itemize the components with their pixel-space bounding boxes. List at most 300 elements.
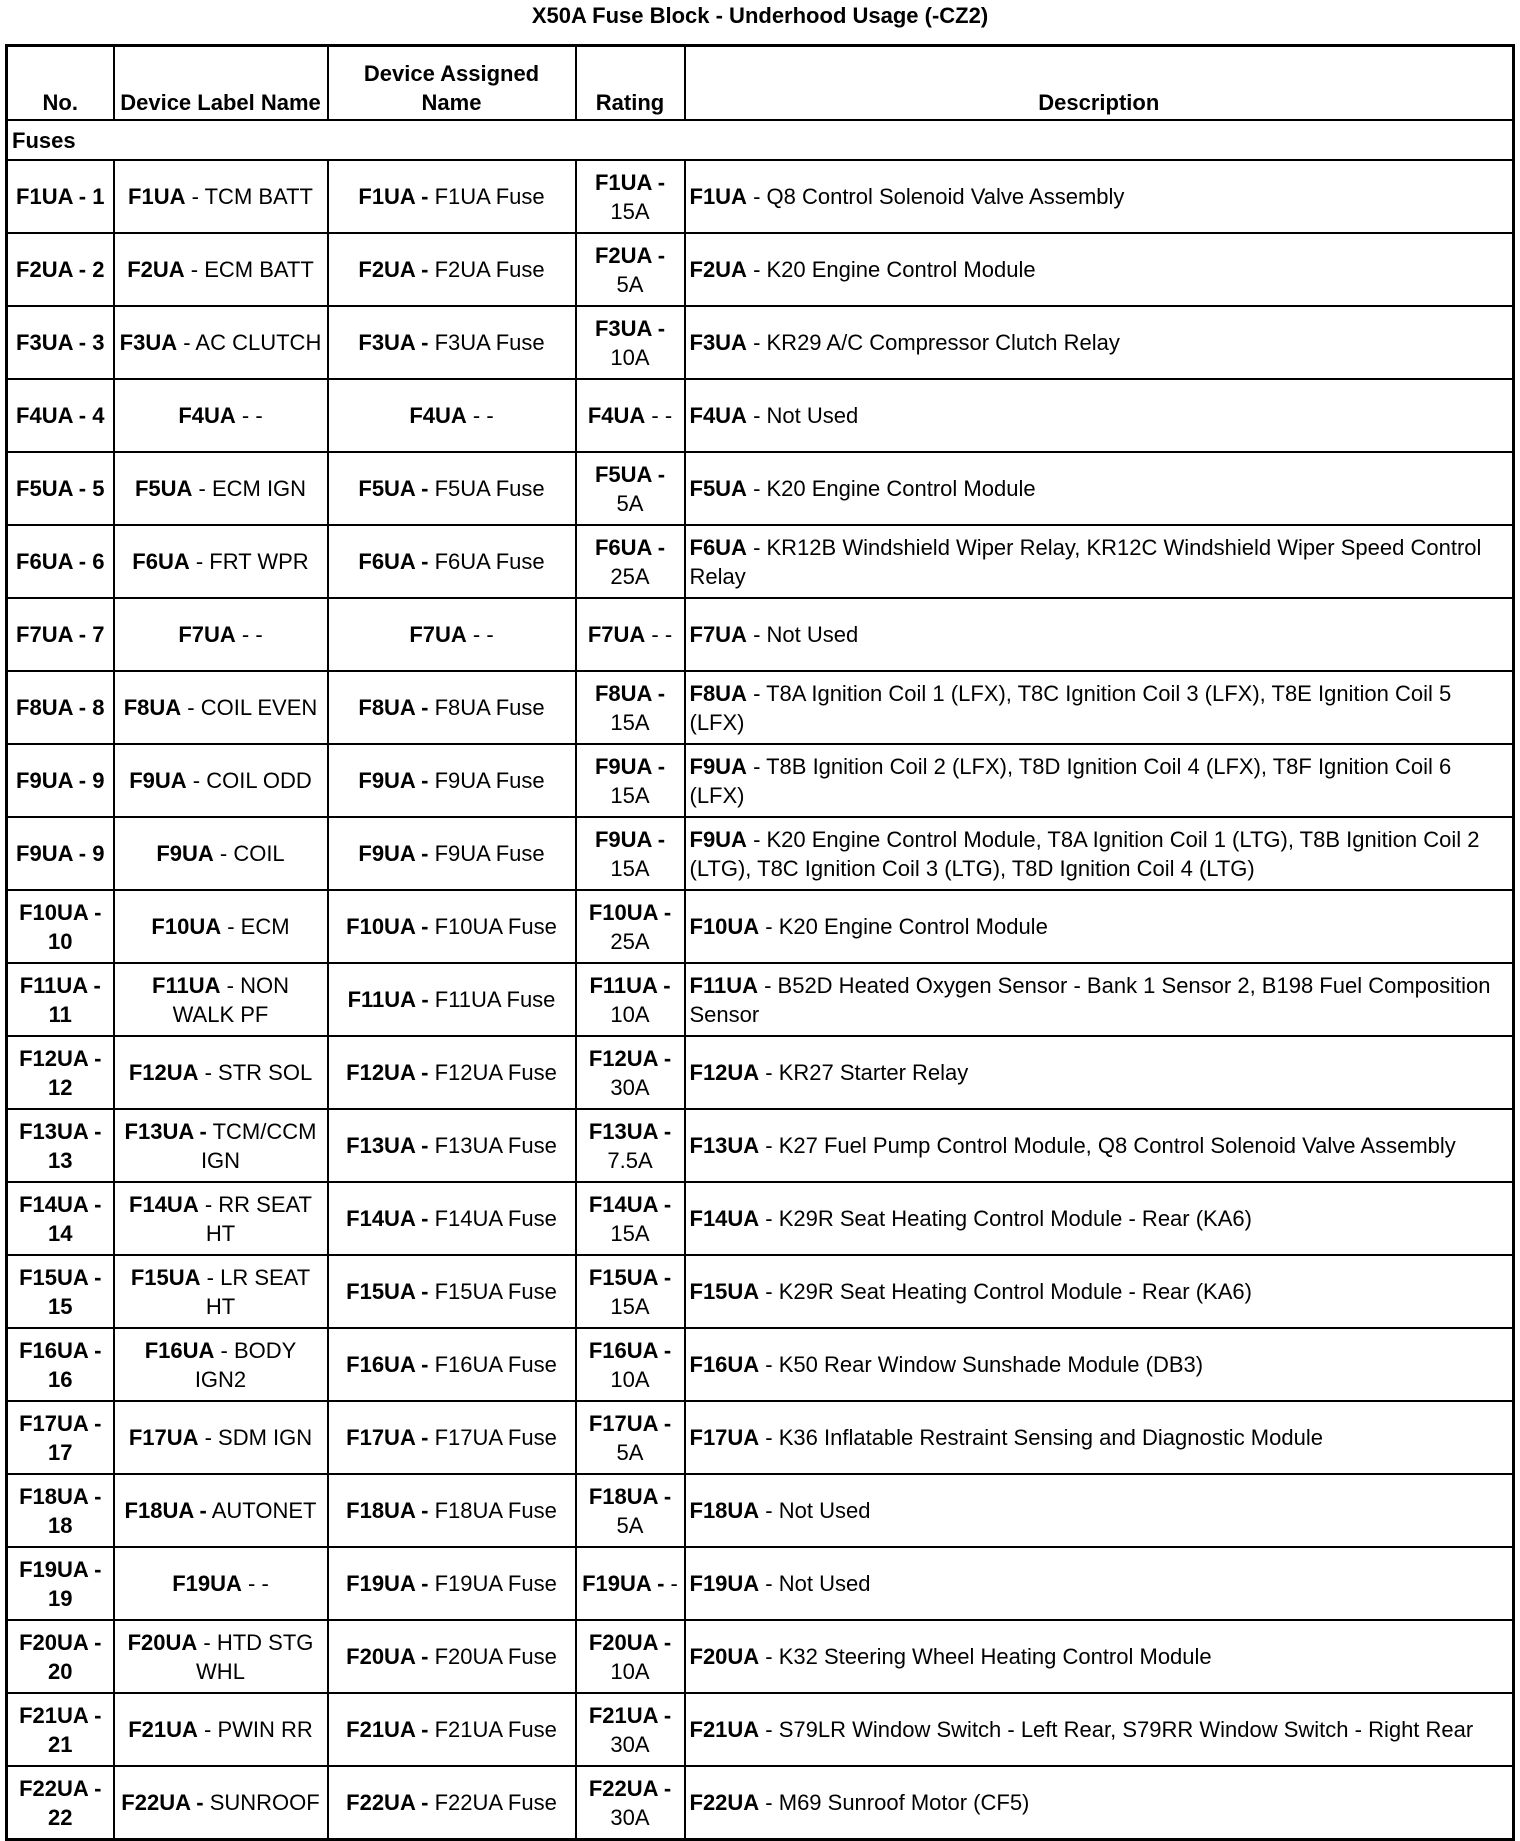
cell-assigned	[328, 963, 576, 1036]
cell-label-id: F21UA	[128, 1717, 198, 1742]
cell-description-text: - Not Used	[746, 622, 859, 647]
cell-rating-text: 10A	[610, 1658, 650, 1684]
header-rating: Rating	[576, 46, 685, 121]
cell-description-id: F21UA	[689, 1717, 760, 1742]
cell-rating-text: 15A	[610, 855, 650, 881]
cell-description-id: F5UA	[689, 476, 747, 501]
cell-assigned	[328, 1401, 576, 1474]
cell-assigned	[328, 525, 576, 598]
cell-no: F9UA - 9	[7, 744, 114, 817]
section-row	[7, 120, 1514, 160]
cell-assigned-text: F12UA Fuse	[428, 1060, 557, 1085]
cell-description-text: - KR12B Windshield Wiper Relay, KR12C Windshield Wiper Speed Control Relay	[689, 534, 1482, 589]
table-row	[7, 1255, 1514, 1328]
cell-description	[685, 1109, 1514, 1182]
table-row	[7, 379, 1514, 452]
cell-description	[685, 379, 1514, 452]
cell-rating-text: 30A	[610, 1074, 650, 1100]
cell-label	[114, 817, 328, 890]
cell-assigned	[328, 379, 576, 452]
cell-assigned-id: F5UA -	[358, 476, 429, 501]
cell-no: F4UA - 4	[7, 379, 114, 452]
cell-assigned	[328, 1255, 576, 1328]
cell-label-text: TCM/CCM IGN	[200, 1118, 317, 1173]
cell-description-id: F18UA	[689, 1498, 760, 1523]
cell-label-text: - FRT WPR	[189, 549, 309, 574]
cell-label	[114, 1620, 328, 1693]
cell-label-text: - TCM BATT	[185, 184, 313, 209]
cell-description	[685, 1547, 1514, 1620]
page-title: X50A Fuse Block - Underhood Usage (-CZ2)	[531, 3, 989, 28]
cell-description-id: F15UA	[689, 1279, 760, 1304]
cell-rating-text: 25A	[610, 563, 650, 589]
cell-rating-id: F10UA -	[588, 899, 672, 925]
cell-rating	[576, 525, 685, 598]
cell-label-id: F20UA	[127, 1629, 198, 1655]
cell-label-id: F8UA	[123, 695, 182, 720]
cell-rating	[576, 306, 685, 379]
cell-rating-id: F11UA -	[589, 972, 671, 998]
cell-rating-id: F19UA -	[582, 1571, 665, 1596]
cell-description-text: - K27 Fuel Pump Control Module, Q8 Control Solenoid Valve Assembly	[759, 1133, 1456, 1158]
table-row	[7, 890, 1514, 963]
cell-description-text: - K20 Engine Control Module	[759, 914, 1048, 939]
cell-description-id: F12UA	[689, 1060, 760, 1085]
cell-description-text: - Not Used	[759, 1498, 871, 1523]
cell-rating-id: F2UA -	[594, 242, 666, 268]
cell-rating	[576, 963, 685, 1036]
cell-assigned-id: F17UA -	[346, 1425, 429, 1450]
cell-rating	[576, 233, 685, 306]
cell-rating	[576, 1474, 685, 1547]
cell-rating	[576, 1620, 685, 1693]
cell-label-id: F1UA	[128, 184, 186, 209]
cell-rating	[576, 890, 685, 963]
table-row	[7, 1474, 1514, 1547]
cell-description-id: F11UA	[689, 972, 758, 998]
cell-label	[114, 1547, 328, 1620]
cell-assigned-text: - -	[466, 403, 494, 428]
cell-label	[114, 160, 328, 233]
cell-label-id: F4UA	[178, 403, 236, 428]
cell-assigned	[328, 306, 576, 379]
cell-description-id: F3UA	[689, 330, 747, 355]
cell-rating-id: F16UA -	[588, 1337, 672, 1363]
cell-description-id: F2UA	[689, 257, 747, 282]
cell-label-id: F10UA	[151, 914, 222, 939]
cell-assigned	[328, 744, 576, 817]
cell-rating	[576, 379, 685, 452]
cell-assigned-id: F18UA -	[346, 1498, 429, 1523]
cell-label-id: F9UA	[129, 768, 187, 793]
cell-description-id: F1UA	[689, 184, 747, 209]
cell-assigned-text: F6UA Fuse	[428, 549, 545, 574]
cell-rating-id: F7UA	[587, 622, 646, 647]
cell-label	[114, 525, 328, 598]
table-row	[7, 1766, 1514, 1840]
cell-assigned-text: F21UA Fuse	[428, 1717, 557, 1742]
cell-label	[114, 1036, 328, 1109]
cell-label-id: F7UA	[178, 622, 236, 647]
cell-label-text: - ECM BATT	[184, 257, 314, 282]
table-row	[7, 1693, 1514, 1766]
cell-rating-id: F14UA -	[588, 1191, 672, 1217]
cell-no: F8UA - 8	[7, 671, 114, 744]
cell-description-id: F19UA	[689, 1571, 760, 1596]
fuse-table	[5, 44, 1515, 1841]
cell-assigned-id: F20UA -	[346, 1644, 429, 1669]
cell-rating-id: F18UA -	[588, 1483, 672, 1509]
cell-label	[114, 1693, 328, 1766]
cell-label	[114, 963, 328, 1036]
cell-description	[685, 160, 1514, 233]
table-row	[7, 1620, 1514, 1693]
cell-assigned-id: F10UA -	[346, 914, 429, 939]
cell-description-text: - K20 Engine Control Module	[746, 257, 1036, 282]
cell-assigned-id: F11UA -	[347, 987, 429, 1012]
header-no: No.	[7, 46, 114, 121]
cell-label-id: F15UA	[130, 1264, 201, 1290]
table-row	[7, 671, 1514, 744]
cell-rating	[576, 1255, 685, 1328]
cell-assigned-id: F1UA -	[358, 184, 429, 209]
cell-assigned	[328, 890, 576, 963]
cell-no: F14UA - 14	[7, 1182, 114, 1255]
cell-no: F18UA - 18	[7, 1474, 114, 1547]
cell-label-text: - BODY IGN2	[194, 1337, 297, 1392]
cell-label	[114, 744, 328, 817]
cell-assigned	[328, 1547, 576, 1620]
cell-description	[685, 671, 1514, 744]
cell-label-text: - LR SEAT HT	[200, 1264, 311, 1319]
cell-assigned-id: F9UA -	[358, 768, 429, 793]
cell-assigned-text: F3UA Fuse	[428, 330, 545, 355]
cell-label-id: F16UA	[144, 1337, 215, 1363]
cell-rating-id: F8UA -	[594, 680, 666, 706]
cell-assigned-id: F8UA -	[358, 695, 429, 720]
cell-label	[114, 1474, 328, 1547]
cell-rating	[576, 452, 685, 525]
cell-label	[114, 1255, 328, 1328]
cell-rating-text: 10A	[610, 1001, 650, 1027]
cell-rating-text: 15A	[610, 709, 650, 735]
cell-rating-text: 5A	[616, 271, 644, 297]
cell-rating-text: 10A	[610, 1366, 650, 1392]
cell-assigned-id: F7UA	[409, 622, 467, 647]
cell-description	[685, 963, 1514, 1036]
cell-rating-id: F17UA -	[588, 1410, 672, 1436]
cell-no: F20UA - 20	[7, 1620, 114, 1693]
cell-rating	[576, 160, 685, 233]
cell-label-text: - COIL	[213, 841, 285, 866]
cell-no: F19UA - 19	[7, 1547, 114, 1620]
cell-rating-text: - -	[645, 622, 673, 647]
cell-rating	[576, 1182, 685, 1255]
table-row	[7, 963, 1514, 1036]
cell-rating-text: - -	[645, 403, 673, 428]
cell-assigned	[328, 1620, 576, 1693]
cell-description-text: - K32 Steering Wheel Heating Control Module	[759, 1644, 1212, 1669]
cell-description-id: F20UA	[689, 1644, 760, 1669]
cell-assigned-text: F22UA Fuse	[428, 1790, 557, 1815]
cell-label	[114, 233, 328, 306]
cell-description-id: F6UA	[689, 534, 747, 560]
cell-description	[685, 1401, 1514, 1474]
cell-label-id: F13UA -	[124, 1118, 207, 1144]
cell-description-text: - KR27 Starter Relay	[759, 1060, 969, 1085]
cell-assigned-id: F21UA -	[346, 1717, 429, 1742]
cell-rating	[576, 1036, 685, 1109]
cell-description-id: F10UA	[689, 914, 760, 939]
cell-assigned	[328, 233, 576, 306]
cell-rating	[576, 1766, 685, 1840]
cell-assigned-text: F20UA Fuse	[428, 1644, 557, 1669]
cell-rating-text: 25A	[610, 928, 650, 954]
cell-no: F13UA - 13	[7, 1109, 114, 1182]
cell-label	[114, 1766, 328, 1840]
cell-assigned-id: F19UA -	[346, 1571, 429, 1596]
table-row	[7, 1036, 1514, 1109]
cell-description	[685, 890, 1514, 963]
cell-rating-text: 15A	[610, 1293, 650, 1319]
cell-label	[114, 598, 328, 671]
table-row	[7, 1328, 1514, 1401]
cell-assigned-text: F9UA Fuse	[428, 841, 545, 866]
cell-no: F6UA - 6	[7, 525, 114, 598]
cell-rating-id: F13UA -	[588, 1118, 672, 1144]
cell-label-text: - COIL EVEN	[181, 695, 318, 720]
cell-rating-text: -	[664, 1571, 678, 1596]
cell-assigned	[328, 160, 576, 233]
cell-description	[685, 1036, 1514, 1109]
cell-label-text: - ECM	[221, 914, 290, 939]
cell-assigned-id: F12UA -	[346, 1060, 429, 1085]
cell-description	[685, 744, 1514, 817]
cell-description-text: - B52D Heated Oxygen Sensor - Bank 1 Sensor 2, B198 Fuel Composition Sensor	[689, 972, 1491, 1027]
cell-description-id: F14UA	[689, 1206, 760, 1231]
cell-assigned	[328, 598, 576, 671]
cell-assigned-id: F2UA -	[358, 257, 429, 282]
cell-assigned-text: F5UA Fuse	[428, 476, 545, 501]
cell-label-id: F12UA	[128, 1060, 199, 1085]
cell-label-id: F19UA	[172, 1571, 242, 1596]
cell-description	[685, 1474, 1514, 1547]
cell-no: F5UA - 5	[7, 452, 114, 525]
cell-rating-id: F3UA -	[594, 315, 666, 341]
table-row	[7, 1547, 1514, 1620]
cell-label-text: SUNROOF	[203, 1790, 320, 1815]
cell-description-id: F8UA	[689, 680, 747, 706]
cell-description-text: - Not Used	[746, 403, 859, 428]
header-description: Description	[685, 46, 1514, 121]
cell-assigned-text: F13UA Fuse	[428, 1133, 557, 1158]
cell-rating-text: 30A	[610, 1731, 650, 1757]
cell-description	[685, 233, 1514, 306]
cell-label-text: - -	[235, 622, 263, 647]
cell-rating	[576, 1328, 685, 1401]
table-row	[7, 233, 1514, 306]
cell-assigned-id: F13UA -	[346, 1133, 429, 1158]
cell-description-text: - S79LR Window Switch - Left Rear, S79RR Window Switch - Right Rear	[759, 1717, 1474, 1742]
cell-label-id: F3UA	[119, 330, 178, 355]
cell-assigned-text: F17UA Fuse	[428, 1425, 557, 1450]
cell-label	[114, 1328, 328, 1401]
table-row	[7, 1401, 1514, 1474]
cell-description	[685, 1766, 1514, 1840]
cell-assigned	[328, 817, 576, 890]
cell-rating-text: 5A	[616, 1512, 644, 1538]
cell-description-text: - K29R Seat Heating Control Module - Rear (KA6)	[759, 1279, 1252, 1304]
cell-description-text: - T8B Ignition Coil 2 (LFX), T8D Ignition Coil 4 (LFX), T8F Ignition Coil 6 (LFX)	[689, 753, 1452, 808]
table-row	[7, 598, 1514, 671]
cell-rating-id: F21UA -	[588, 1702, 672, 1728]
cell-assigned	[328, 1474, 576, 1547]
cell-label-text: - NON WALK PF	[172, 972, 289, 1027]
cell-label-text: - AC CLUTCH	[177, 330, 322, 355]
cell-assigned	[328, 1328, 576, 1401]
cell-assigned-text: - -	[466, 622, 494, 647]
cell-label	[114, 671, 328, 744]
cell-no: F16UA - 16	[7, 1328, 114, 1401]
cell-label	[114, 890, 328, 963]
cell-rating-text: 7.5A	[607, 1147, 653, 1173]
cell-assigned	[328, 1182, 576, 1255]
cell-assigned-text: F1UA Fuse	[428, 184, 545, 209]
cell-label-text: - ECM IGN	[192, 476, 307, 501]
cell-rating-id: F6UA -	[594, 534, 666, 560]
cell-description-id: F22UA	[689, 1790, 760, 1815]
cell-rating-id: F12UA -	[588, 1045, 672, 1071]
cell-rating-text: 15A	[610, 782, 650, 808]
cell-label	[114, 452, 328, 525]
cell-assigned-id: F14UA -	[346, 1206, 429, 1231]
table-row	[7, 306, 1514, 379]
cell-label-text: AUTONET	[206, 1498, 317, 1523]
cell-assigned	[328, 1766, 576, 1840]
cell-description	[685, 1693, 1514, 1766]
cell-assigned-id: F9UA -	[358, 841, 429, 866]
cell-description-id: F7UA	[689, 622, 747, 647]
cell-rating-text: 15A	[610, 198, 650, 224]
cell-assigned-id: F16UA -	[346, 1352, 429, 1377]
cell-assigned	[328, 1036, 576, 1109]
table-row	[7, 744, 1514, 817]
cell-description-text: - Not Used	[759, 1571, 871, 1596]
cell-assigned-id: F6UA -	[358, 549, 429, 574]
cell-label-text: - SDM IGN	[198, 1425, 313, 1450]
cell-rating-id: F20UA -	[588, 1629, 672, 1655]
cell-label-id: F9UA	[156, 841, 214, 866]
cell-rating-id: F9UA -	[594, 826, 666, 852]
cell-assigned-text: F10UA Fuse	[428, 914, 557, 939]
cell-label-text: - HTD STG WHL	[196, 1629, 314, 1684]
cell-description-text: - K50 Rear Window Sunshade Module (DB3)	[759, 1352, 1204, 1377]
cell-assigned-id: F15UA -	[346, 1279, 429, 1304]
cell-description-text: - K20 Engine Control Module, T8A Ignition Coil 1 (LTG), T8B Ignition Coil 2 (LTG), T8C Ignition Coil 3 (LTG), T8D Ignition Coil 4 (LTG)	[689, 826, 1480, 881]
cell-no: F10UA - 10	[7, 890, 114, 963]
table-row	[7, 817, 1514, 890]
header-row	[7, 46, 1514, 121]
cell-label-text: - PWIN RR	[197, 1717, 313, 1742]
cell-no: F22UA - 22	[7, 1766, 114, 1840]
cell-description	[685, 1255, 1514, 1328]
cell-description	[685, 1182, 1514, 1255]
cell-label-id: F22UA -	[121, 1790, 204, 1815]
cell-description-text: - Q8 Control Solenoid Valve Assembly	[746, 184, 1125, 209]
cell-assigned-text: F19UA Fuse	[428, 1571, 557, 1596]
cell-no: F2UA - 2	[7, 233, 114, 306]
cell-description-id: F4UA	[689, 403, 747, 428]
cell-no: F3UA - 3	[7, 306, 114, 379]
cell-label-text: - -	[235, 403, 263, 428]
cell-description-id: F9UA	[689, 753, 747, 779]
header-label: Device Label Name	[114, 46, 328, 121]
cell-rating-text: 10A	[610, 344, 650, 370]
cell-label-text: - -	[241, 1571, 269, 1596]
cell-description	[685, 817, 1514, 890]
cell-assigned-id: F4UA	[409, 403, 467, 428]
cell-rating-text: 30A	[610, 1804, 650, 1830]
cell-rating	[576, 1693, 685, 1766]
cell-description	[685, 598, 1514, 671]
cell-no: F1UA - 1	[7, 160, 114, 233]
cell-label	[114, 306, 328, 379]
cell-assigned	[328, 671, 576, 744]
cell-description	[685, 1620, 1514, 1693]
cell-rating-text: 5A	[616, 490, 644, 516]
cell-description	[685, 1328, 1514, 1401]
cell-no: F21UA - 21	[7, 1693, 114, 1766]
table-row	[7, 525, 1514, 598]
cell-description-text: - KR29 A/C Compressor Clutch Relay	[746, 330, 1120, 355]
cell-label	[114, 1109, 328, 1182]
cell-label-id: F14UA	[129, 1191, 199, 1217]
cell-label-id: F11UA	[152, 972, 221, 998]
cell-no: F7UA - 7	[7, 598, 114, 671]
cell-assigned-text: F16UA Fuse	[428, 1352, 557, 1377]
cell-description	[685, 306, 1514, 379]
cell-label-id: F17UA	[128, 1425, 199, 1450]
cell-label-id: F5UA	[134, 476, 193, 501]
cell-assigned-id: F3UA -	[358, 330, 429, 355]
cell-rating-id: F5UA -	[594, 461, 666, 487]
table-row	[7, 160, 1514, 233]
cell-description-text: - M69 Sunroof Motor (CF5)	[759, 1790, 1030, 1815]
table-row	[7, 1109, 1514, 1182]
cell-no: F17UA - 17	[7, 1401, 114, 1474]
cell-label-id: F2UA	[127, 257, 185, 282]
cell-assigned-text: F15UA Fuse	[428, 1279, 557, 1304]
cell-label-id: F18UA -	[124, 1498, 207, 1523]
cell-rating-text: 15A	[610, 1220, 650, 1246]
cell-label-text: - STR SOL	[198, 1060, 313, 1085]
cell-no: F11UA - 11	[7, 963, 114, 1036]
cell-assigned-text: F11UA Fuse	[428, 987, 556, 1012]
cell-label	[114, 1182, 328, 1255]
cell-description-text: - K20 Engine Control Module	[746, 476, 1036, 501]
cell-assigned	[328, 1109, 576, 1182]
table-row	[7, 1182, 1514, 1255]
cell-description-id: F13UA	[689, 1133, 760, 1158]
cell-rating	[576, 671, 685, 744]
cell-rating-id: F15UA -	[588, 1264, 672, 1290]
cell-assigned	[328, 452, 576, 525]
table-row	[7, 452, 1514, 525]
cell-description-text: - K36 Inflatable Restraint Sensing and Diagnostic Module	[759, 1425, 1323, 1450]
cell-description-text: - T8A Ignition Coil 1 (LFX), T8C Ignition Coil 3 (LFX), T8E Ignition Coil 5 (LFX)	[689, 680, 1452, 735]
cell-rating	[576, 598, 685, 671]
cell-description-text: - K29R Seat Heating Control Module - Rear (KA6)	[759, 1206, 1252, 1231]
